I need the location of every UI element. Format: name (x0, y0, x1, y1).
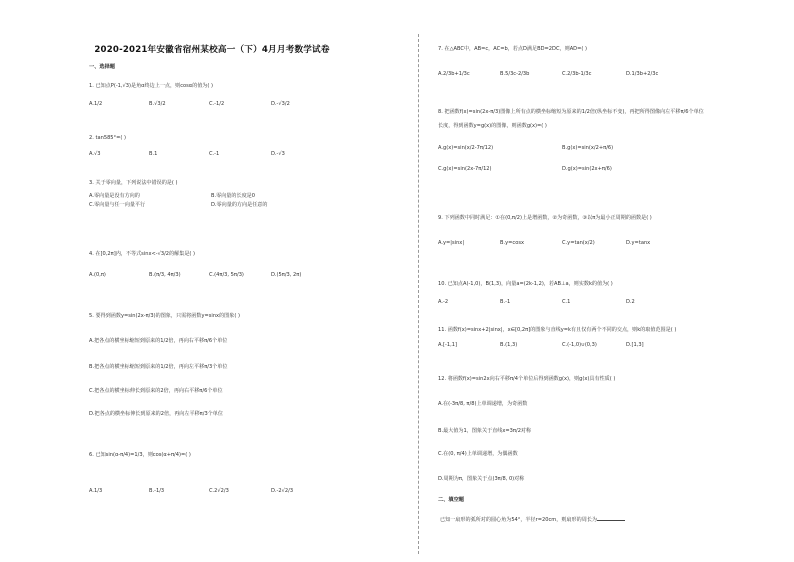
option-c: C.(4π/3, 5π/3) (209, 272, 244, 278)
option-b: B.-1/3 (149, 488, 165, 494)
option-d: D.y=tanx (626, 240, 651, 246)
option-d: D.g(x)=sin(2x+π/6) (562, 166, 612, 172)
option-b: B.最大值为1，图象关于直线x=3π/2对称 (438, 428, 532, 434)
option-d: D.把各点的横坐标伸长到原来的2倍，再向左平移π/3个单位 (89, 411, 223, 417)
question-stem: 6. 已知sin(α-π/4)=1/3，则cos(α+π/4)=( ) (89, 452, 191, 458)
fill-question-stem: 已知一扇形的弧所对的圆心角为54°，半径r=20cm，则扇形的周长为 (440, 517, 597, 523)
question-stem: 12. 将函数f(x)=sin2x向右平移π/4个单位后得到函数g(x)，则g(x)具有性质( ) (438, 376, 616, 382)
option-c: C.y=tan(x/2) (562, 240, 595, 246)
option-c: C.(-1,0)∪(0,3) (562, 342, 597, 348)
section-heading-choice: 一、选择题 (89, 64, 115, 70)
option-c: C.2/3b-1/3c (562, 71, 592, 77)
option-a: A.-2 (438, 299, 449, 305)
option-a: A.(0,π) (89, 272, 106, 278)
option-a: A.在(-3π/8, π/8)上单调递增，为奇函数 (438, 401, 528, 407)
question-stem: 2. tan585°=( ) (89, 135, 126, 141)
question-stem: 7. 在△ABC中，AB=c，AC=b，若点D满足BD=2DC，则AD=( ) (438, 46, 587, 52)
section-heading-fill: 二、填空题 (438, 497, 464, 503)
option-a: A.[-1,1] (438, 342, 457, 348)
question-stem: 3. 关于零向量，下列说法中错误的是( ) (89, 180, 178, 186)
option-b: B.(π/3, 4π/3) (149, 272, 181, 278)
question-stem: 5. 要得到函数y=sin(2x-π/3)的图象，只需将函数y=sinx的图象( ) (89, 313, 240, 319)
question-stem: 11. 函数f(x)=sinx+2|sinx|，x∈[0,2π]的图象与直线y=k有且仅有两个不同的交点，则k的取值范围是( ) (438, 327, 677, 333)
option-c: C.-1 (209, 151, 220, 157)
option-b: B.零向量的长度是0 (211, 193, 256, 199)
option-b: B.(1,3) (500, 342, 518, 348)
page-title: 2020-2021年安徽省宿州某校高一（下）4月月考数学试卷 (94, 45, 330, 55)
option-a: A.√3 (89, 151, 101, 157)
option-d: D.[1,3] (626, 342, 644, 348)
option-d: D.2 (626, 299, 635, 305)
option-b: B.y=cosx (500, 240, 524, 246)
question-stem-continued: 长度，得到函数y=g(x)的图像，则函数g(x)=( ) (438, 123, 547, 129)
option-a: A.y=|sinx| (438, 240, 465, 246)
question-stem: 8. 把函数f(x)=sin(2x-π/3)图像上所有点的横坐标缩短为原来的1/2倍(纵坐标不变)，再把所得图像向左平移π/6个单位 (438, 109, 704, 115)
option-b: B.把各点的横坐标缩短到原来的1/2倍，再向左平移π/3个单位 (89, 364, 228, 370)
option-b: B.-1 (500, 299, 511, 305)
question-stem: 4. 在[0,2π]内，不等式sinx<-√3/2的解集是( ) (89, 251, 196, 257)
left-column (86, 0, 386, 562)
question-stem: 9. 下列函数中同时满足：①在(0,π/2)上是增函数，②为奇函数，③以π为最小正周期的函数是( ) (438, 215, 652, 221)
option-b: B.1 (149, 151, 158, 157)
option-a: A.g(x)=sin(x/2-7π/12) (438, 145, 494, 151)
option-a: A.2/3b+1/3c (438, 71, 470, 77)
option-a: A.把各点的横坐标缩短到原来的1/2倍，再向右平移π/6个单位 (89, 338, 228, 344)
option-b: B.g(x)=sin(x/2+π/6) (562, 145, 614, 151)
question-stem: 10. 已知点A(-1,0)，B(1,3)，向量a=(2k-1,2)，若AB⊥a，则实数k的值为( ) (438, 281, 613, 287)
option-a: A.零向量是没有方向的 (89, 193, 140, 199)
option-d: D.-2√2/3 (271, 488, 294, 494)
option-d: D.周期为π，图象关于点(3π/8, 0)对称 (438, 476, 525, 482)
option-c: C.g(x)=sin(2x-7π/12) (438, 166, 492, 172)
option-d: D.-√3/2 (271, 101, 290, 107)
option-c: C.零向量与任一向量平行 (89, 202, 146, 208)
option-a: A.1/3 (89, 488, 103, 494)
right-column (432, 0, 762, 562)
column-divider (418, 34, 419, 554)
option-a: A.1/2 (89, 101, 103, 107)
answer-blank (597, 516, 625, 521)
option-d: D.-√3 (271, 151, 285, 157)
question-stem: 1. 已知点P(-1,√3)是角α终边上一点，则cosα的值为( ) (89, 83, 213, 89)
option-c: C.在(0, π/4)上单调递增，为偶函数 (438, 451, 518, 457)
option-d: D.1/3b+2/3c (626, 71, 659, 77)
option-c: C.-1/2 (209, 101, 225, 107)
option-c: C.1 (562, 299, 571, 305)
option-d: D.零向量的方向是任意的 (211, 202, 268, 208)
option-b: B.√3/2 (149, 101, 166, 107)
option-d: D.(5π/3, 2π) (271, 272, 302, 278)
option-b: B.5/3c-2/3b (500, 71, 530, 77)
option-c: C.2√2/3 (209, 488, 229, 494)
option-c: C.把各点的横坐标伸长到原来的2倍，再向右平移π/6个单位 (89, 388, 223, 394)
fill-question (440, 516, 625, 523)
